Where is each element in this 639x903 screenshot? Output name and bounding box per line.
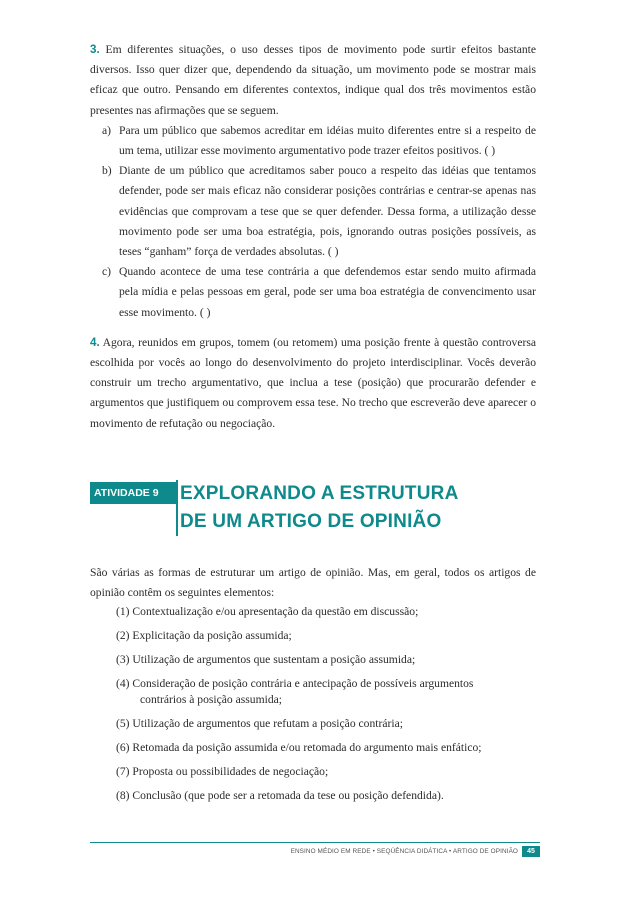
item-label: a) xyxy=(102,123,112,137)
question-3-number: 3. xyxy=(90,43,100,56)
item-text: Para um público que sabemos acreditar em idéias muito diferentes entre si a respeito de um tema, utilizar esse movimento argumentativo pode trazer efeitos positivos. ( ) xyxy=(119,123,536,158)
question-4 xyxy=(90,333,536,434)
element-text: (6) Retomada da posição assumida e/ou retomada do argumento mais enfático; xyxy=(116,741,482,754)
list-item xyxy=(116,716,536,732)
item-label: b) xyxy=(102,164,112,178)
page-footer xyxy=(90,842,540,860)
questions-section xyxy=(90,40,536,434)
element-text: (2) Explicitação da posição assumida; xyxy=(116,629,292,642)
activity-label: ATIVIDADE 9 xyxy=(90,482,176,504)
element-text: (3) Utilização de argumentos que sustentam a posição assumida; xyxy=(116,653,416,666)
question-3-text: Em diferentes situações, o uso desses tipos de movimento pode surtir efeitos bastante diversos. Isso quer dizer que, dependendo da situação, um movimento pode se mostrar mais eficaz que outro. Pensando em diferentes contextos, indique qual dos três movimentos estão presentes nas afirmações que se seguem. xyxy=(90,43,536,117)
list-item xyxy=(116,604,536,620)
element-text: (1) Contextualização e/ou apresentação da questão em discussão; xyxy=(116,605,419,618)
activity-header xyxy=(90,480,540,540)
elements-list xyxy=(116,604,536,812)
item-text: Diante de um público que acreditamos saber pouco a respeito das idéias que tentamos defender, pode ser mais eficaz não considerar posições contrárias e centrar-se apenas nas evidências que comprovam a tese que se quer defender. Dessa forma, a utilização desse movimento pode ser uma boa estratégia, pois, ignorando outras posições possíveis, as teses “ganham” força de verdades absolutas. ( ) xyxy=(119,164,536,259)
item-text: Quando acontece de uma tese contrária a que defendemos estar sendo muito afirmada pela mídia e pelas pessoas em geral, pode ser uma boa estratégia de convencimento usar esse movimento. ( ) xyxy=(119,265,536,319)
list-item xyxy=(116,764,536,780)
list-item xyxy=(102,262,536,323)
activity-title xyxy=(180,480,459,536)
question-3 xyxy=(90,40,536,121)
activity-title-line-1: EXPLORANDO A ESTRUTURA xyxy=(180,483,459,504)
element-text: (8) Conclusão (que pode ser a retomada da tese ou posição defendida). xyxy=(116,789,444,802)
question-3-items xyxy=(90,121,536,323)
footer-text: ENSINO MÉDIO EM REDE • SEQÜÊNCIA DIDÁTICA • ARTIGO DE OPINIÃO xyxy=(290,848,518,855)
list-item xyxy=(116,628,536,644)
list-item xyxy=(116,652,536,668)
element-text: (5) Utilização de argumentos que refutam a posição contrária; xyxy=(116,717,403,730)
element-text-continued: contrários à posição assumida; xyxy=(140,693,282,706)
list-item xyxy=(116,788,536,804)
list-item xyxy=(102,121,536,161)
page-number: 45 xyxy=(522,846,540,857)
activity-divider xyxy=(176,480,178,536)
question-4-number: 4. xyxy=(90,335,100,349)
question-4-text: Agora, reunidos em grupos, tomem (ou retomem) uma posição frente à questão controversa escolhida por vocês ao longo do desenvolvimento do projeto interdisciplinar. Vocês deverão construir um trecho argumentativo, que inclua a tese (posição) que procurarão defender e argumentos que justifiquem ou comprovem essa tese. No trecho que escreverão deve aparecer o movimento de refutação ou negociação. xyxy=(90,335,536,430)
element-text: (7) Proposta ou possibilidades de negociação; xyxy=(116,765,329,778)
footer-rule xyxy=(90,842,540,843)
intro-paragraph: São várias as formas de estruturar um artigo de opinião. Mas, em geral, todos os artigos de opinião contêm os seguintes elementos: xyxy=(90,566,536,600)
activity-title-line-2: DE UM ARTIGO DE OPINIÃO xyxy=(180,511,442,532)
list-item xyxy=(116,740,536,756)
element-text: (4) Consideração de posição contrária e antecipação de possíveis argumentos xyxy=(116,677,474,690)
list-item xyxy=(116,676,536,708)
list-item xyxy=(102,161,536,262)
item-label: c) xyxy=(102,265,112,279)
